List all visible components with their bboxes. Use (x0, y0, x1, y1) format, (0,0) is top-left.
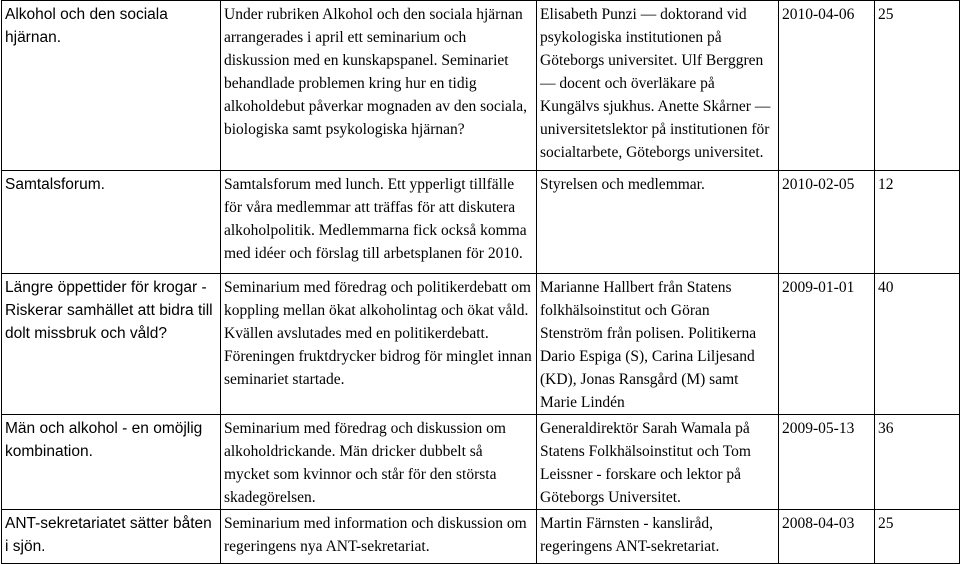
event-participant-count: 25 (875, 1, 960, 171)
event-topic: Längre öppettider för krogar - Riskerar samhället att bidra till dolt missbruk och våld? (2, 274, 221, 415)
event-topic: Samtalsforum. (2, 171, 221, 274)
event-description: Seminarium med föredrag och politikerdebatt om koppling mellan ökat alkoholintag och ökat våld. Kvällen avslutades med en politikerdebatt. Föreningen fruktdrycker bidrog för minglet innan seminariet startade. (221, 274, 537, 415)
event-speakers: Styrelsen och medlemmar. (537, 171, 779, 274)
event-topic: Män och alkohol - en omöjlig kombination. (2, 415, 221, 510)
event-speakers: Marianne Hallbert från Statens folkhälsoinstitut och Göran Stenström från polisen. Politikerna Dario Espiga (S), Carina Liljesand (KD), Jonas Ransgård (M) samt Marie Lindén (537, 274, 779, 415)
event-date: 2008-04-03 (779, 510, 875, 564)
event-participant-count: 36 (875, 415, 960, 510)
event-description: Under rubriken Alkohol och den sociala hjärnan arrangerades i april ett seminarium och diskussion med en kunskapspanel. Seminariet behandlade problemen kring hur en tidig alkoholdebut påverkar mognaden av den sociala, biologiska samt psykologiska hjärnan? (221, 1, 537, 171)
event-topic: Alkohol och den sociala hjärnan. (2, 1, 221, 171)
table-row (2, 415, 960, 510)
event-description: Seminarium med föredrag och diskussion om alkoholdrickande. Män dricker dubbelt så mycket som kvinnor och står för den största skadegörelsen. (221, 415, 537, 510)
event-date: 2010-02-05 (779, 171, 875, 274)
table-row (2, 274, 960, 415)
event-topic: ANT-sekretariatet sätter båten i sjön. (2, 510, 221, 564)
event-speakers: Generaldirektör Sarah Wamala på Statens Folkhälsoinstitut och Tom Leissner - forskare och lektor på Göteborgs Universitet. (537, 415, 779, 510)
table-row (2, 171, 960, 274)
event-date: 2009-05-13 (779, 415, 875, 510)
event-participant-count: 12 (875, 171, 960, 274)
table-row (2, 510, 960, 564)
event-description: Seminarium med information och diskussion om regeringens nya ANT-sekretariat. (221, 510, 537, 564)
event-participant-count: 25 (875, 510, 960, 564)
event-participant-count: 40 (875, 274, 960, 415)
event-speakers: Elisabeth Punzi — doktorand vid psykologiska institutionen på Göteborgs universitet. Ulf Berggren — docent och överläkare på Kungälvs sjukhus. Anette Skårner — universitetslektor på institutionen för socialtarbete, Göteborgs universitet. (537, 1, 779, 171)
table-row (2, 1, 960, 171)
event-description: Samtalsforum med lunch. Ett ypperligt tillfälle för våra medlemmar att träffas för att diskutera alkoholpolitik. Medlemmarna fick också komma med idéer och förslag till arbetsplanen för 2010. (221, 171, 537, 274)
event-date: 2010-04-06 (779, 1, 875, 171)
event-speakers: Martin Färnsten - kansliråd, regeringens ANT-sekretariat. (537, 510, 779, 564)
events-table (1, 0, 960, 564)
event-date: 2009-01-01 (779, 274, 875, 415)
